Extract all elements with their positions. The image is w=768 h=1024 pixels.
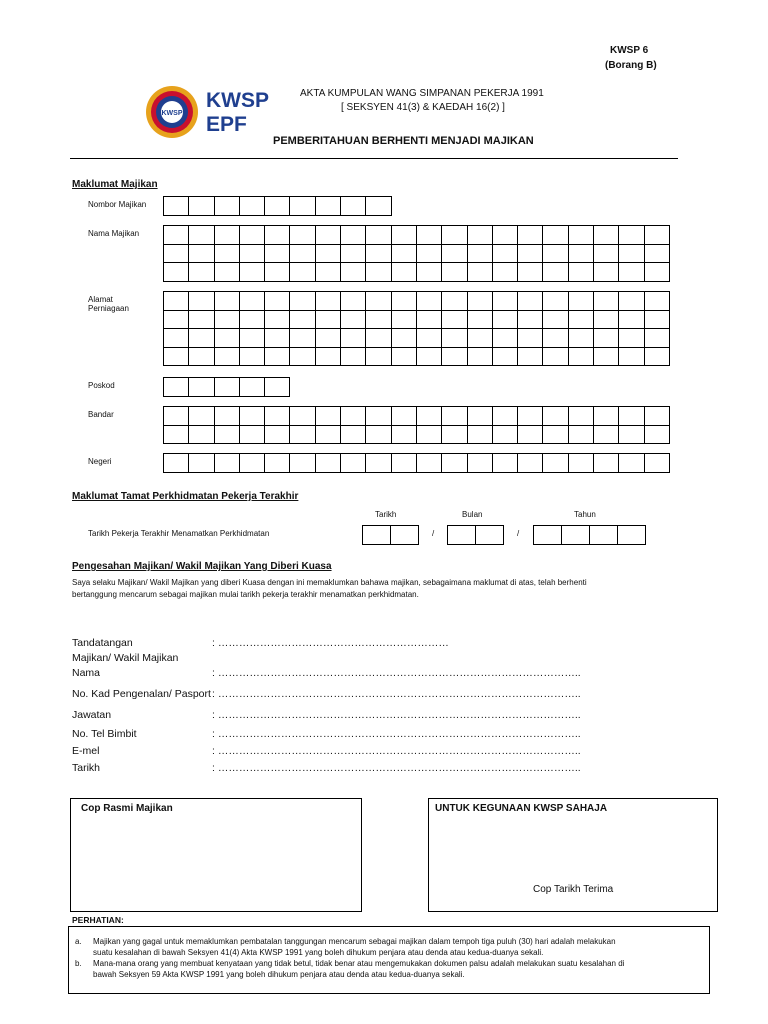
date-field[interactable]: : …………………………………………………………………………………………..	[212, 762, 581, 774]
employer-number-label: Nombor Majikan	[88, 200, 147, 209]
address-label	[88, 295, 129, 313]
note-b-marker: b.	[75, 959, 82, 968]
position-label: Jawatan	[72, 709, 112, 721]
section-heading-service: Maklumat Tamat Perkhidmatan Pekerja Terakhir	[72, 491, 299, 502]
state-label: Negeri	[88, 457, 112, 466]
employer-number-boxes[interactable]	[163, 196, 391, 215]
notes-box	[68, 926, 710, 994]
note-b-line2: bawah Seksyen 59 Akta KWSP 1991 yang boleh dihukum penjara atau denda atau kedua-duanya sekali.	[93, 970, 465, 979]
employer-stamp-label: Cop Rasmi Majikan	[81, 803, 173, 814]
phone-field[interactable]: : …………………………………………………………………………………………..	[212, 728, 581, 740]
note-a-marker: a.	[75, 937, 82, 946]
note-a-line1: Majikan yang gagal untuk memaklumkan pembatalan tanggungan mencarum sebagai majikan dalam tempoh tiga puluh (30) hari adalah melakukan	[93, 937, 616, 946]
act-section: [ SEKSYEN 41(3) & KAEDAH 16(2) ]	[341, 102, 505, 113]
note-b-line1: Mana-mana orang yang membuat kenyataan yang tidak betul, tidak benar atau mengemukakan dokumen palsu adalah melakukan suatu kesalahan di	[93, 959, 625, 968]
logo-text-epf: EPF	[206, 113, 247, 136]
email-label: E-mel	[72, 745, 100, 757]
name-label: Nama	[72, 667, 101, 679]
postcode-boxes[interactable]	[163, 377, 289, 396]
confirmation-text-line2: bertanggung mencarum sebagai majikan mulai tarikh pekerja terakhir menamatkan perkhidmatan.	[72, 590, 419, 599]
section-heading-employer: Maklumat Majikan	[72, 179, 158, 190]
city-boxes[interactable]	[163, 406, 669, 443]
notes-heading: PERHATIAN:	[72, 915, 124, 925]
ic-field[interactable]: : …………………………………………………………………………………………..	[212, 688, 581, 700]
day-boxes[interactable]	[362, 525, 418, 544]
name-field[interactable]: : …………………………………………………………………………………………..	[212, 667, 581, 679]
day-column-label: Tarikh	[375, 510, 397, 519]
signature-label-line2: Majikan/ Wakil Majikan	[72, 652, 179, 664]
office-use-label: UNTUK KEGUNAAN KWSP SAHAJA	[435, 803, 608, 814]
phone-label: No. Tel Bimbit	[72, 728, 137, 740]
kwsp-logo	[144, 83, 269, 141]
form-code: KWSP 6	[610, 45, 649, 56]
received-date-stamp-label: Cop Tarikh Terima	[533, 884, 614, 895]
state-boxes[interactable]	[163, 453, 669, 472]
note-a-line2: suatu kesalahan di bawah Seksyen 41(4) Akta KWSP 1991 yang boleh dihukum penjara atau denda atau kedua-duanya sekali.	[93, 948, 544, 957]
email-field[interactable]: : …………………………………………………………………………………………..	[212, 745, 581, 757]
page-title: PEMBERITAHUAN BERHENTI MENJADI MAJIKAN	[273, 135, 534, 147]
position-field[interactable]: : …………………………………………………………………………………………..	[212, 709, 581, 721]
date-separator-1: /	[432, 529, 435, 538]
office-use-box	[428, 798, 718, 912]
month-column-label: Bulan	[462, 510, 483, 519]
confirmation-text-line1: Saya selaku Majikan/ Wakil Majikan yang diberi Kuasa dengan ini memaklumkan bahawa majikan, sebagaimana maklumat di atas, telah berhenti	[72, 578, 587, 587]
date-separator-2: /	[517, 529, 520, 538]
act-title: AKTA KUMPULAN WANG SIMPANAN PEKERJA 1991	[300, 88, 544, 99]
postcode-label: Poskod	[88, 381, 115, 390]
year-boxes[interactable]	[533, 525, 645, 544]
year-column-label: Tahun	[574, 510, 596, 519]
header-divider	[70, 158, 678, 159]
employer-name-boxes[interactable]	[163, 225, 669, 281]
employer-stamp-box[interactable]	[70, 798, 362, 912]
address-label-line1: Alamat	[88, 295, 113, 304]
logo-text-kwsp: KWSP	[206, 89, 269, 112]
ic-label: No. Kad Pengenalan/ Pasport	[72, 688, 211, 700]
address-label-line2: Perniagaan	[88, 304, 129, 313]
month-boxes[interactable]	[447, 525, 503, 544]
signature-label-line1: Tandatangan	[72, 637, 133, 649]
address-boxes[interactable]	[163, 291, 669, 365]
svg-text:KWSP: KWSP	[161, 110, 183, 117]
section-heading-confirmation: Pengesahan Majikan/ Wakil Majikan Yang Diberi Kuasa	[72, 561, 332, 572]
employer-name-label: Nama Majikan	[88, 229, 140, 238]
city-label: Bandar	[88, 410, 114, 419]
service-date-label: Tarikh Pekerja Terakhir Menamatkan Perkhidmatan	[88, 529, 270, 538]
form-variant: (Borang B)	[605, 60, 657, 71]
signature-dots[interactable]: : …………………………………………………………	[212, 637, 449, 649]
date-label: Tarikh	[72, 762, 101, 774]
